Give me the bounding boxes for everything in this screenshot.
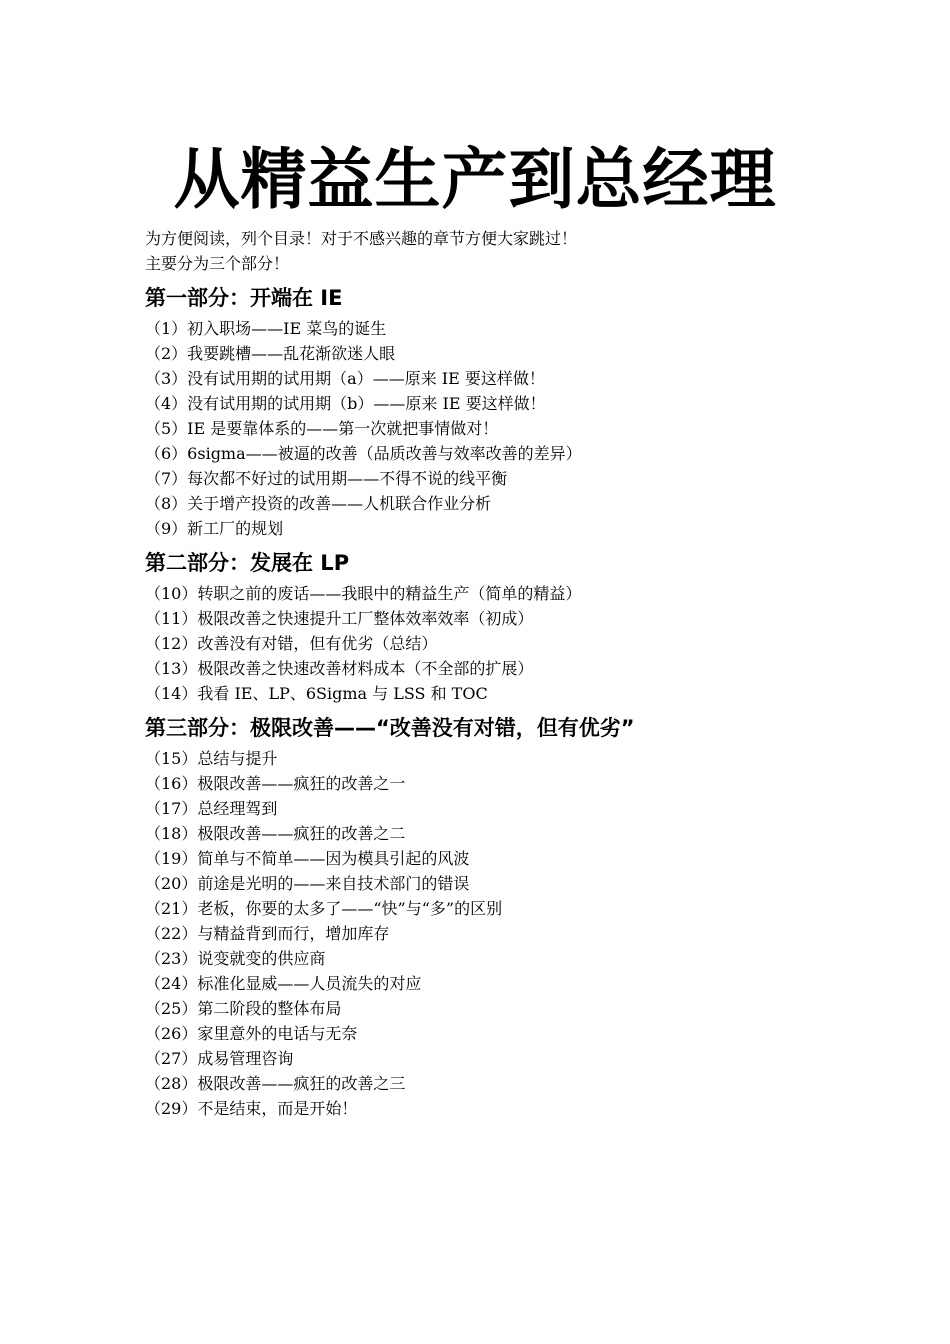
toc-item: （4）没有试用期的试用期（b）——原来 IE 要这样做！ xyxy=(145,394,546,413)
toc-item: （10）转职之前的废话——我眼中的精益生产（简单的精益） xyxy=(145,584,582,603)
toc-item: （17）总经理驾到 xyxy=(145,799,278,818)
document-content xyxy=(145,226,825,1121)
toc-item: （23）说变就变的供应商 xyxy=(145,949,326,968)
section-heading: 第三部分：极限改善——“改善没有对错，但有优劣” xyxy=(145,716,635,740)
intro-line: 为方便阅读，列个目录！对于不感兴趣的章节方便大家跳过！ xyxy=(145,229,578,248)
toc-item: （11）极限改善之快速提升工厂整体效率效率（初成） xyxy=(145,609,534,628)
toc-item: （29）不是结束，而是开始！ xyxy=(145,1099,358,1118)
toc-list xyxy=(145,316,825,541)
toc-item: （20）前途是光明的——来自技术部门的错误 xyxy=(145,874,470,893)
section-heading: 第二部分：发展在 LP xyxy=(145,551,350,575)
toc-item: （14）我看 IE、LP、6Sigma 与 LSS 和 TOC xyxy=(145,684,488,703)
toc-item: （19）简单与不简单——因为模具引起的风波 xyxy=(145,849,470,868)
toc-item: （27）成易管理咨询 xyxy=(145,1049,294,1068)
toc-item: （22）与精益背到而行，增加库存 xyxy=(145,924,390,943)
toc-item: （25）第二阶段的整体布局 xyxy=(145,999,342,1018)
toc-item: （12）改善没有对错，但有优劣（总结） xyxy=(145,634,438,653)
toc-item: （2）我要跳槽——乱花渐欲迷人眼 xyxy=(145,344,396,363)
toc-item: （5）IE 是要靠体系的——第一次就把事情做对！ xyxy=(145,419,499,438)
toc-item: （26）家里意外的电话与无奈 xyxy=(145,1024,358,1043)
toc-list xyxy=(145,581,825,706)
toc-item: （9）新工厂的规划 xyxy=(145,519,284,538)
toc-item: （21）老板，你要的太多了——“快”与“多”的区别 xyxy=(145,899,503,918)
toc-item: （6）6sigma——被逼的改善（品质改善与效率改善的差异） xyxy=(145,444,582,463)
toc-item: （7）每次都不好过的试用期——不得不说的线平衡 xyxy=(145,469,508,488)
toc-list xyxy=(145,746,825,1121)
toc-item: （28）极限改善——疯狂的改善之三 xyxy=(145,1074,406,1093)
toc-item: （18）极限改善——疯狂的改善之二 xyxy=(145,824,406,843)
intro-line: 主要分为三个部分！ xyxy=(145,254,290,273)
toc-item: （24）标准化显威——人员流失的对应 xyxy=(145,974,422,993)
toc-item: （16）极限改善——疯狂的改善之一 xyxy=(145,774,406,793)
toc-item: （1）初入职场——IE 菜鸟的诞生 xyxy=(145,319,387,338)
document-title: 从精益生产到总经理 xyxy=(173,141,777,218)
toc-section-1 xyxy=(145,284,825,541)
toc-item: （8）关于增产投资的改善——人机联合作业分析 xyxy=(145,494,492,513)
section-heading: 第一部分：开端在 IE xyxy=(145,286,343,310)
toc-item: （15）总结与提升 xyxy=(145,749,278,768)
toc-item: （13）极限改善之快速改善材料成本（不全部的扩展） xyxy=(145,659,534,678)
toc-section-2 xyxy=(145,549,825,706)
toc-item: （3）没有试用期的试用期（a）——原来 IE 要这样做！ xyxy=(145,369,545,388)
toc-section-3 xyxy=(145,714,825,1121)
